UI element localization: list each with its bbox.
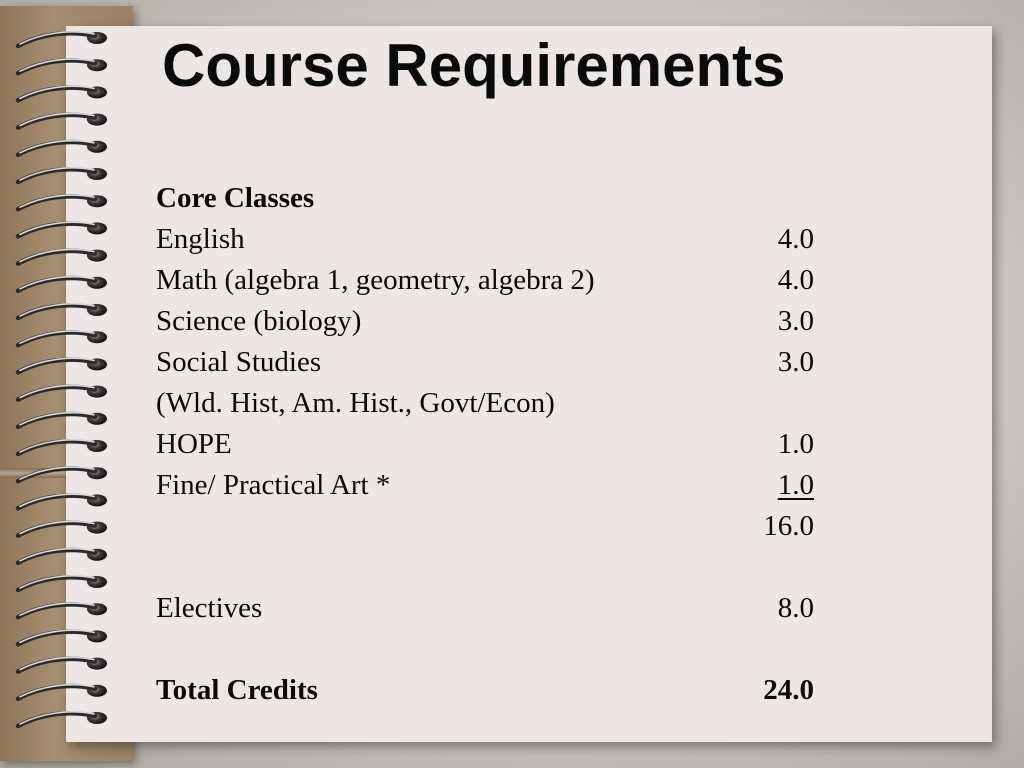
spiral-coil [18,222,107,236]
course-credits: 1.0 [777,469,814,501]
total-credits-row [156,670,814,711]
spiral-coil [18,413,107,427]
spiral-coil [18,141,107,155]
course-row-fine-practical-art [156,465,814,506]
spiral-coil [18,576,107,590]
spiral-coil [18,712,107,726]
course-row-math [156,260,814,301]
spiral-coil [18,277,107,291]
spiral-coil [18,331,107,345]
course-credits: 4.0 [777,264,814,296]
course-label: (Wld. Hist, Am. Hist., Govt/Econ) [156,387,555,419]
spiral-coil [18,249,107,263]
total-credits-value: 24.0 [763,674,814,706]
course-label: Math (algebra 1, geometry, algebra 2) [156,264,595,296]
spiral-coil [18,59,107,73]
course-label: Science (biology) [156,305,362,337]
spiral-coil [18,86,107,100]
core-classes-heading [156,178,814,219]
requirements-list [156,178,814,711]
spiral-coil [18,168,107,182]
course-credits: 1.0 [777,428,814,460]
spiral-binding [0,0,140,768]
spacer-row [156,547,814,588]
course-credits: 4.0 [777,223,814,255]
course-label: HOPE [156,428,232,460]
spacer-row [156,629,814,670]
spiral-coil [18,467,107,481]
spiral-coil [18,657,107,671]
course-credits: 3.0 [777,346,814,378]
course-row-science [156,301,814,342]
spiral-coil [18,603,107,617]
total-credits-label: Total Credits [156,674,318,706]
spiral-coil [18,685,107,699]
electives-credits: 8.0 [777,592,814,624]
course-row-hope [156,424,814,465]
course-label: Social Studies [156,346,322,378]
core-classes-heading-label: Core Classes [156,182,315,214]
spiral-coil [18,521,107,535]
course-row-social-studies [156,342,814,383]
spiral-coil [18,549,107,563]
electives-row [156,588,814,629]
spiral-coil [18,113,107,127]
spiral-coil [18,630,107,644]
page-title: Course Requirements [162,32,786,99]
course-row-english [156,219,814,260]
spiral-coil [18,32,107,46]
core-subtotal: 16.0 [763,510,814,542]
spiral-coil [18,440,107,454]
spiral-coil [18,195,107,209]
spiral-coil [18,304,107,318]
course-label: English [156,223,245,255]
spiral-coil [18,494,107,508]
core-subtotal-row [156,506,814,547]
spiral-coil [18,358,107,372]
spiral-coil [18,385,107,399]
course-label: Fine/ Practical Art * [156,469,391,501]
course-row-social-studies-detail [156,383,814,424]
course-credits: 3.0 [777,305,814,337]
electives-label: Electives [156,592,263,624]
